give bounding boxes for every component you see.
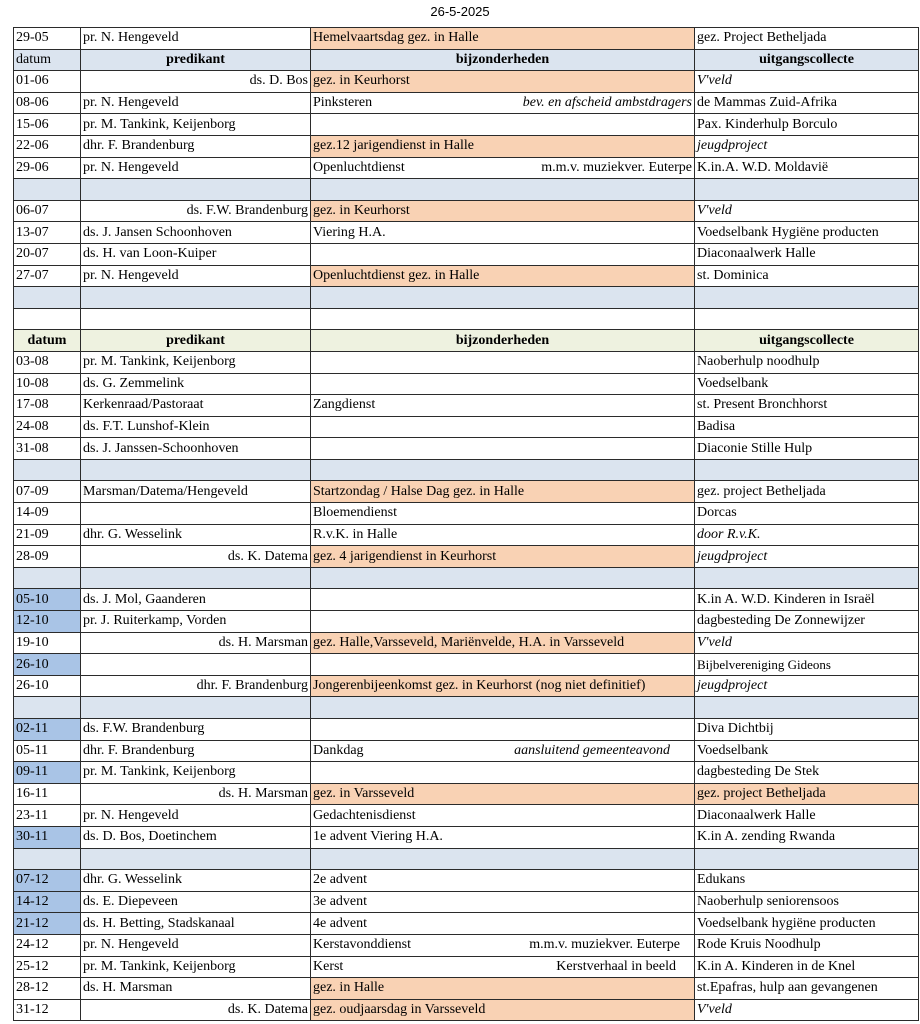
cell-collecte: K.in A. zending Rwanda [695,826,919,848]
cell-collecte: gez. project Betheljada [695,783,919,805]
cell-predikant: pr. M. Tankink, Keijenborg [81,114,311,136]
cell-collecte: K.in A. Kinderen in de Knel [695,956,919,978]
separator-row [14,567,919,589]
cell-predikant: ds. G. Zemmelink [81,373,311,395]
cell-collecte: Bijbelvereniging Gideons [695,654,919,676]
cell-predikant: Kerkenraad/Pastoraat [81,395,311,417]
table-row [14,978,919,1000]
cell-bijzonderheden [311,438,695,460]
cell-collecte: de Mammas Zuid-Afrika [695,92,919,114]
cell-bijzonderheden [311,589,695,611]
cell-date: 03-08 [14,351,81,373]
table-row [14,611,919,633]
table-row [14,92,919,114]
cell-collecte: st.Epafras, hulp aan gevangenen [695,978,919,1000]
cell-date: 13-07 [14,222,81,244]
separator-row [14,179,919,201]
cell-bijzonderheden [311,654,695,676]
cell-bijzonderheden: gez. in Keurhorst [311,200,695,222]
cell-predikant: pr. N. Hengeveld [81,805,311,827]
cell-date: 05-10 [14,589,81,611]
cell-predikant: ds. H. Marsman [81,783,311,805]
table-row [14,956,919,978]
cell-date: 24-12 [14,934,81,956]
cell-date: 30-11 [14,826,81,848]
cell-predikant: ds. D. Bos [81,71,311,93]
table-row [14,481,919,503]
cell-bijzonderheden [311,762,695,784]
cell-predikant: pr. N. Hengeveld [81,934,311,956]
table-row [14,719,919,741]
table-row [14,762,919,784]
cell-bijzonderheden: Viering H.A. [311,222,695,244]
cell-predikant: dhr. F. Brandenburg [81,740,311,762]
cell-predikant: ds. K. Datema [81,546,311,568]
cell-date: 12-10 [14,611,81,633]
cell-date: 20-07 [14,243,81,265]
table-row [14,265,919,287]
cell-predikant: dhr. F. Brandenburg [81,135,311,157]
cell-date: 19-10 [14,632,81,654]
separator-row [14,308,919,330]
cell-bijzonderheden [311,740,695,762]
separator-row [14,287,919,309]
cell-collecte: Rode Kruis Noodhulp [695,934,919,956]
cell-bijzonderheden [311,416,695,438]
cell-predikant: ds. H. Marsman [81,632,311,654]
cell-date: 22-06 [14,135,81,157]
cell-predikant: ds. F.W. Brandenburg [81,200,311,222]
table-row [14,395,919,417]
cell-predikant: ds. H. Betting, Stadskanaal [81,913,311,935]
cell-bijzonderheden [311,719,695,741]
header-date: datum [14,330,81,352]
separator-row [14,848,919,870]
cell-predikant: Marsman/Datema/Hengeveld [81,481,311,503]
cell-collecte: jeugdproject [695,546,919,568]
header-predikant: predikant [81,330,311,352]
table-row [14,826,919,848]
cell-date: 23-11 [14,805,81,827]
cell-predikant: dhr. G. Wesselink [81,870,311,892]
table-row [14,891,919,913]
cell-predikant: pr. N. Hengeveld [81,265,311,287]
cell-bijzonderheden [311,157,695,179]
cell-date: 31-12 [14,999,81,1021]
cell-bijzonderheden [311,114,695,136]
table-row [14,934,919,956]
cell-date: 02-11 [14,719,81,741]
cell-collecte: V'veld [695,200,919,222]
cell-predikant: ds. F.T. Lunshof-Klein [81,416,311,438]
table-row [14,114,919,136]
table-row [14,200,919,222]
table-row [14,503,919,525]
table-row [14,632,919,654]
cell-collecte: jeugdproject [695,135,919,157]
cell-date: 07-12 [14,870,81,892]
cell-date: 09-11 [14,762,81,784]
cell-bij-note: Kerstverhaal in beeld [556,958,676,974]
cell-collecte: Pax. Kinderhulp Borculo [695,114,919,136]
table-row [14,438,919,460]
table-header-row [14,49,919,71]
cell-bijzonderheden: Jongerenbijeenkomst gez. in Keurhorst (nog niet definitief) [311,675,695,697]
table-row [14,783,919,805]
table-row [14,524,919,546]
cell-predikant [81,654,311,676]
cell-predikant: ds. D. Bos, Doetinchem [81,826,311,848]
cell-collecte: V'veld [695,71,919,93]
table-row [14,740,919,762]
cell-collecte: Diaconie Stille Hulp [695,438,919,460]
table-header-row [14,330,919,352]
cell-predikant: pr. M. Tankink, Keijenborg [81,956,311,978]
cell-date: 21-12 [14,913,81,935]
cell-bijzonderheden: Bloemendienst [311,503,695,525]
cell-predikant [81,503,311,525]
cell-bij-main: Dankdag [313,742,364,758]
table-row [14,157,919,179]
cell-bijzonderheden: gez. Halle,Varsseveld, Mariënvelde, H.A. in Varsseveld [311,632,695,654]
table-row [14,222,919,244]
cell-bij-note: m.m.v. muziekver. Euterpe [529,937,680,953]
cell-bijzonderheden: 4e advent [311,913,695,935]
table-row [14,913,919,935]
cell-date: 27-07 [14,265,81,287]
cell-predikant: ds. E. Diepeveen [81,891,311,913]
cell-date: 14-12 [14,891,81,913]
cell-bijzonderheden: Startzondag / Halse Dag gez. in Halle [311,481,695,503]
cell-bijzonderheden [311,243,695,265]
cell-collecte: Voedselbank Hygiëne producten [695,222,919,244]
cell-predikant: dhr. F. Brandenburg [81,675,311,697]
cell-predikant: pr. N. Hengeveld [81,28,311,50]
cell-collecte: dagbesteding De Zonnewijzer [695,611,919,633]
cell-collecte: st. Present Bronchhorst [695,395,919,417]
cell-predikant: pr. J. Ruiterkamp, Vorden [81,611,311,633]
cell-bijzonderheden: R.v.K. in Halle [311,524,695,546]
cell-collecte: Diaconaalwerk Halle [695,243,919,265]
cell-collecte: Diaconaalwerk Halle [695,805,919,827]
cell-bijzonderheden: Zangdienst [311,395,695,417]
cell-collecte: V'veld [695,632,919,654]
table-row [14,589,919,611]
cell-bijzonderheden: gez. in Keurhorst [311,71,695,93]
table-row [14,28,919,50]
cell-collecte: K.in A. W.D. Kinderen in Israël [695,589,919,611]
cell-collecte: Dorcas [695,503,919,525]
cell-bijzonderheden [311,351,695,373]
cell-collecte: Badisa [695,416,919,438]
cell-date: 07-09 [14,481,81,503]
header-bijzonderheden: bijzonderheden [311,330,695,352]
table-row [14,546,919,568]
cell-bijzonderheden: 2e advent [311,870,695,892]
cell-bij-main: Pinksteren [313,95,373,111]
cell-collecte: Voedselbank [695,740,919,762]
cell-predikant: ds. J. Jansen Schoonhoven [81,222,311,244]
cell-predikant: ds. H. van Loon-Kuiper [81,243,311,265]
cell-predikant: ds. J. Mol, Gaanderen [81,589,311,611]
cell-date: 10-08 [14,373,81,395]
cell-bijzonderheden: gez.12 jarigendienst in Halle [311,135,695,157]
cell-collecte: door R.v.K. [695,524,919,546]
cell-bijzonderheden: gez. in Halle [311,978,695,1000]
cell-collecte: V'veld [695,999,919,1021]
cell-bijzonderheden [311,92,695,114]
cell-bijzonderheden [311,956,695,978]
service-schedule-table [13,27,919,1021]
table-row [14,654,919,676]
cell-bijzonderheden [311,611,695,633]
cell-collecte: gez. Project Betheljada [695,28,919,50]
cell-date: 28-09 [14,546,81,568]
header-date: datum [14,49,81,71]
cell-date: 08-06 [14,92,81,114]
cell-predikant: ds. F.W. Brandenburg [81,719,311,741]
table-row [14,805,919,827]
cell-predikant: pr. N. Hengeveld [81,157,311,179]
cell-date: 14-09 [14,503,81,525]
cell-bijzonderheden: Openluchtdienst gez. in Halle [311,265,695,287]
cell-date: 15-06 [14,114,81,136]
table-row [14,71,919,93]
cell-bijzonderheden: Hemelvaartsdag gez. in Halle [311,28,695,50]
cell-bijzonderheden: gez. in Varsseveld [311,783,695,805]
cell-collecte: Naoberhulp noodhulp [695,351,919,373]
cell-collecte: K.in.A. W.D. Moldavië [695,157,919,179]
table-row [14,999,919,1021]
cell-date: 06-07 [14,200,81,222]
cell-collecte: Naoberhulp seniorensoos [695,891,919,913]
cell-date: 01-06 [14,71,81,93]
cell-date: 26-10 [14,654,81,676]
cell-date: 16-11 [14,783,81,805]
header-bijzonderheden: bijzonderheden [311,49,695,71]
separator-row [14,697,919,719]
table-row [14,675,919,697]
cell-bijzonderheden: gez. oudjaarsdag in Varsseveld [311,999,695,1021]
cell-collecte: jeugdproject [695,675,919,697]
document-date: 26-5-2025 [430,4,490,19]
cell-predikant: pr. M. Tankink, Keijenborg [81,762,311,784]
cell-collecte: Diva Dichtbij [695,719,919,741]
table-row [14,351,919,373]
cell-date: 28-12 [14,978,81,1000]
cell-predikant: dhr. G. Wesselink [81,524,311,546]
cell-bij-main: Kerst [313,958,344,974]
cell-predikant: pr. N. Hengeveld [81,92,311,114]
cell-bij-main: Kerstavonddienst [313,937,411,953]
cell-bij-note: m.m.v. muziekver. Euterpe [541,159,692,175]
cell-bijzonderheden: 1e advent Viering H.A. [311,826,695,848]
table-row [14,870,919,892]
cell-predikant: ds. J. Janssen-Schoonhoven [81,438,311,460]
cell-bijzonderheden [311,934,695,956]
table-row [14,135,919,157]
cell-bijzonderheden: 3e advent [311,891,695,913]
header-uitgangscollecte: uitgangscollecte [695,49,919,71]
cell-collecte: Voedselbank hygiëne producten [695,913,919,935]
cell-collecte: dagbesteding De Stek [695,762,919,784]
cell-predikant: ds. H. Marsman [81,978,311,1000]
cell-collecte: Voedselbank [695,373,919,395]
cell-bij-note: aansluitend gemeenteavond [514,742,670,758]
header-predikant: predikant [81,49,311,71]
cell-collecte: gez. project Betheljada [695,481,919,503]
cell-predikant: ds. K. Datema [81,999,311,1021]
cell-date: 21-09 [14,524,81,546]
cell-bijzonderheden [311,373,695,395]
cell-bij-note: bev. en afscheid ambstdragers [522,95,692,111]
cell-bijzonderheden: gez. 4 jarigendienst in Keurhorst [311,546,695,568]
cell-collecte: st. Dominica [695,265,919,287]
cell-date: 31-08 [14,438,81,460]
cell-date: 29-05 [14,28,81,50]
table-row [14,373,919,395]
cell-date: 05-11 [14,740,81,762]
cell-date: 29-06 [14,157,81,179]
cell-bij-main: Openluchtdienst [313,159,405,175]
cell-collecte: Edukans [695,870,919,892]
cell-date: 26-10 [14,675,81,697]
cell-bijzonderheden: Gedachtenisdienst [311,805,695,827]
cell-predikant: pr. M. Tankink, Keijenborg [81,351,311,373]
cell-date: 24-08 [14,416,81,438]
table-row [14,243,919,265]
separator-row [14,459,919,481]
header-uitgangscollecte: uitgangscollecte [695,330,919,352]
table-row [14,416,919,438]
cell-date: 17-08 [14,395,81,417]
cell-date: 25-12 [14,956,81,978]
